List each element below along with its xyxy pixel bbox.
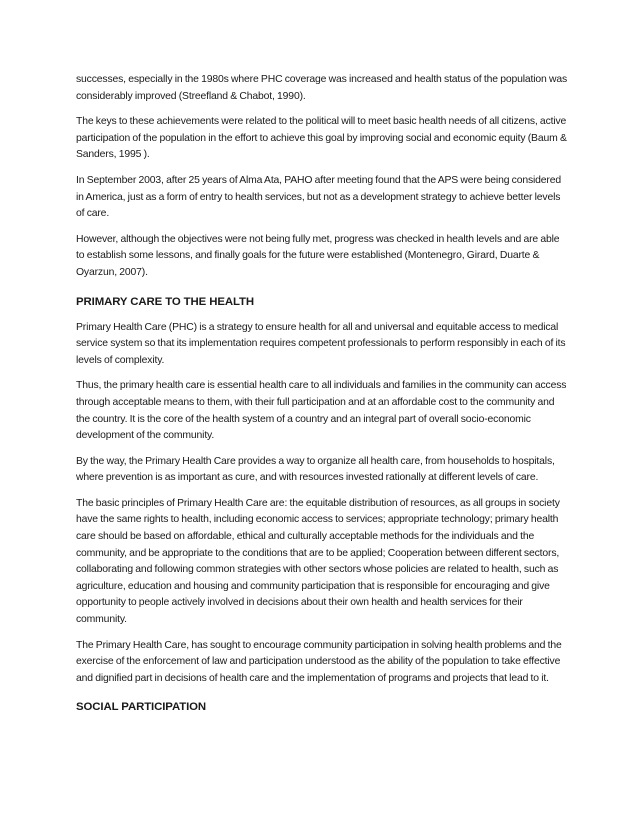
section-heading-social-participation: SOCIAL PARTICIPATION xyxy=(76,701,207,714)
section-heading-primary-care: PRIMARY CARE TO THE HEALTH xyxy=(76,295,254,308)
paragraph-basic-principles: The basic principles of Primary Health Care are: the equitable distribution of resources, as all groups in society have the same rights to health, including economic access to services; appropriate technology; primary health care should be based on affordable, ethical and culturally acceptable methods for the individuals and the community, and be appropriate to the conditions that are to be applied; Cooperation between different sectors, collaborating and following common strategies with other sectors whose policies are related to health, such as agriculture, education and housing and community participation that is responsible for encouraging and give opportunity to people actively involved in decisions about their own health and health services for their community. xyxy=(76,497,560,626)
paragraph-phc-definition: Primary Health Care (PHC) is a strategy to ensure health for all and universal and equitable access to medical service system so that its implementation requires competent professionals to perform responsibly in each of its levels of complexity. xyxy=(76,321,566,366)
paragraph-by-the-way: By the way, the Primary Health Care provides a way to organize all health care, from households to hospitals, where prevention is as important as cure, and with resources invested rationally at different levels of care. xyxy=(76,455,555,484)
paragraph-however: However, although the objectives were not being fully met, progress was checked in health levels and are able to establish some lessons, and finally goals for the future were established (Montenegro, Girard, Duarte & Oyarzun, 2007). xyxy=(76,233,560,278)
paragraph-thus: Thus, the primary health care is essential health care to all individuals and families in the community can access through acceptable means to them, with their full participation and at an affordable cost to the community and the country. It is the core of the health system of a country and an integral part of overall socio-economic development of the community. xyxy=(76,380,567,442)
paragraph-successes: successes, especially in the 1980s where PHC coverage was increased and health status of the population was considerably improved (Streefland & Chabot, 1990). xyxy=(76,74,568,102)
paragraph-september-2003: In September 2003, after 25 years of Alma Ata, PAHO after meeting found that the APS were being considered in America, just as a form of entry to health services, but not as a development strategy to achieve better levels of care. xyxy=(76,174,561,220)
paragraph-keys-to-achievements: The keys to these achievements were related to the political will to meet basic health needs of all citizens, active participation of the population in the effort to achieve this goal by improving social and economic equity (Baum & Sanders, 1995 ). xyxy=(76,116,567,161)
paragraph-community-participation: The Primary Health Care, has sought to encourage community participation in solving health problems and the exercise of the enforcement of law and participation understood as the ability of the population to take effective and dignified part in decisions of health care and the implementation of programs and projects that lead to it. xyxy=(76,639,562,684)
